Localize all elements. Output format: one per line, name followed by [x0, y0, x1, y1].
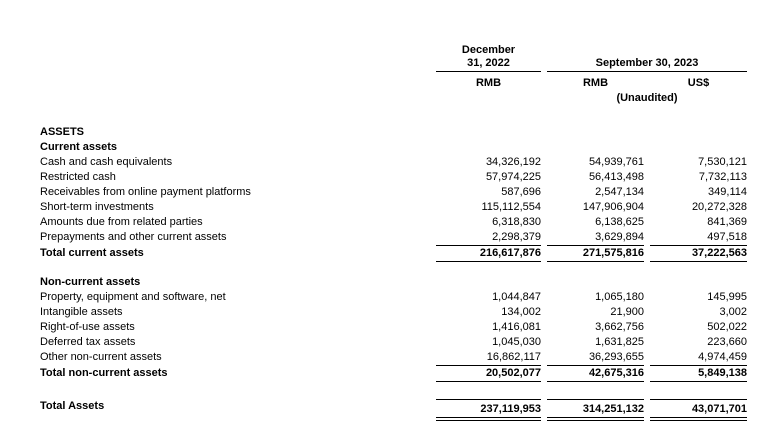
cell-dec2022-rmb: 1,045,030 [492, 336, 541, 348]
cell-sep2023-usd [650, 140, 747, 155]
row-current-assets-heading [40, 140, 750, 155]
cell-dec2022-rmb: 16,862,117 [436, 350, 541, 366]
row-right-of-use-assets [40, 320, 750, 335]
period-header-row [40, 44, 750, 72]
cell-dec2022-rmb: 2,298,379 [436, 230, 541, 246]
unit-dec2022-rmb: RMB [475, 77, 502, 89]
row-cash-and-cash-equivalents [40, 155, 750, 170]
period1-line1: December [461, 44, 516, 56]
row-short-term-investments [40, 200, 750, 215]
row-assets-heading [40, 125, 750, 140]
row-label: Other non-current assets [40, 351, 162, 363]
cell-dec2022-rmb [436, 140, 541, 155]
cell-sep2023-usd: 841,369 [707, 216, 747, 228]
cell-sep2023-usd: 7,530,121 [698, 156, 747, 168]
row-label: Cash and cash equivalents [40, 156, 173, 168]
period2-text: September 30, 2023 [595, 57, 699, 69]
row-prepayments-other-current-assets [40, 230, 750, 245]
cell-sep2023-usd: 43,071,701 [650, 399, 747, 421]
cell-sep2023-rmb [547, 125, 644, 140]
row-amounts-due-from-related-parties [40, 215, 750, 230]
cell-dec2022-rmb: 237,119,953 [436, 399, 541, 421]
row-deferred-tax-assets [40, 335, 750, 350]
cell-sep2023-usd: 4,974,459 [650, 350, 747, 366]
row-label: ASSETS [40, 126, 85, 138]
row-label: Total Assets [40, 400, 105, 412]
unaudited-note-row [40, 92, 750, 105]
row-receivables-online-payment-platforms [40, 185, 750, 200]
cell-sep2023-usd: 349,114 [708, 186, 747, 198]
cell-sep2023-rmb: 147,906,904 [582, 201, 644, 213]
cell-sep2023-usd: 145,995 [707, 291, 747, 303]
unaudited-note: (Unaudited) [616, 92, 678, 104]
cell-sep2023-usd [650, 275, 747, 290]
cell-sep2023-rmb: 42,675,316 [547, 365, 644, 382]
row-label: Amounts due from related parties [40, 216, 203, 228]
cell-dec2022-rmb: 216,617,876 [436, 245, 541, 262]
cell-dec2022-rmb: 20,502,077 [436, 365, 541, 382]
header-spacer [40, 44, 430, 72]
row-label: Total non-current assets [40, 367, 168, 379]
cell-sep2023-rmb: 3,662,756 [595, 321, 644, 333]
row-total-assets [40, 399, 750, 420]
cell-dec2022-rmb: 587,696 [501, 186, 541, 198]
cell-sep2023-rmb: 56,413,498 [588, 171, 644, 183]
cell-dec2022-rmb [436, 125, 541, 140]
row-other-non-current-assets [40, 350, 750, 365]
cell-sep2023-rmb: 271,575,816 [547, 245, 644, 262]
period1-line2: 31, 2022 [467, 57, 510, 69]
cell-sep2023-rmb: 36,293,655 [547, 350, 644, 366]
cell-sep2023-rmb: 6,138,625 [595, 216, 644, 228]
section-spacer [40, 262, 750, 275]
row-label: Property, equipment and software, net [40, 291, 226, 303]
row-label: Deferred tax assets [40, 336, 136, 348]
cell-sep2023-rmb: 1,065,180 [595, 291, 644, 303]
cell-sep2023-usd: 502,022 [707, 321, 747, 333]
row-label: Receivables from online payment platforms [40, 186, 251, 198]
cell-sep2023-rmb: 2,547,134 [595, 186, 644, 198]
cell-dec2022-rmb: 57,974,225 [485, 171, 541, 183]
row-label: Intangible assets [40, 306, 123, 318]
cell-sep2023-rmb: 54,939,761 [588, 156, 644, 168]
column-header-september-30-2023 [547, 44, 747, 72]
cell-sep2023-usd: 5,849,138 [650, 365, 747, 382]
cell-dec2022-rmb: 1,416,081 [492, 321, 541, 333]
cell-dec2022-rmb: 1,044,847 [492, 291, 541, 303]
row-label: Current assets [40, 141, 118, 153]
section-spacer [40, 382, 750, 399]
note-spacer-1 [40, 92, 430, 105]
cell-sep2023-rmb [547, 140, 644, 155]
row-label: Restricted cash [40, 171, 116, 183]
row-intangible-assets [40, 305, 750, 320]
cell-sep2023-rmb: 3,629,894 [547, 230, 644, 246]
cell-sep2023-usd: 497,518 [650, 230, 747, 246]
unit-sep2023-usd: US$ [687, 77, 710, 89]
cell-sep2023-usd: 223,660 [707, 336, 747, 348]
cell-sep2023-usd: 7,732,113 [698, 171, 747, 183]
cell-sep2023-rmb: 1,631,825 [595, 336, 644, 348]
cell-sep2023-usd: 37,222,563 [650, 245, 747, 262]
cell-dec2022-rmb: 34,326,192 [485, 156, 541, 168]
cell-sep2023-rmb [547, 275, 644, 290]
row-non-current-assets-heading [40, 275, 750, 290]
row-label: Right-of-use assets [40, 321, 135, 333]
row-total-current-assets [40, 245, 750, 262]
cell-dec2022-rmb: 6,318,830 [492, 216, 541, 228]
cell-sep2023-rmb: 314,251,132 [547, 399, 644, 421]
cell-sep2023-usd: 20,272,328 [691, 201, 747, 213]
cell-sep2023-usd: 3,002 [719, 306, 747, 318]
row-label: Non-current assets [40, 276, 141, 288]
note-spacer-2 [436, 92, 541, 105]
currency-unit-row [40, 77, 750, 90]
row-restricted-cash [40, 170, 750, 185]
row-total-non-current-assets [40, 365, 750, 382]
row-label: Short-term investments [40, 201, 154, 213]
cell-dec2022-rmb: 115,112,554 [481, 201, 541, 213]
column-header-december-31-2022 [436, 44, 541, 72]
unit-spacer [40, 77, 430, 90]
row-label: Total current assets [40, 247, 144, 259]
cell-dec2022-rmb: 134,002 [501, 306, 541, 318]
balance-sheet [40, 44, 750, 420]
unit-sep2023-rmb: RMB [582, 77, 609, 89]
header-gap [40, 105, 750, 125]
cell-dec2022-rmb [436, 275, 541, 290]
cell-sep2023-usd [650, 125, 747, 140]
cell-sep2023-rmb: 21,900 [610, 306, 644, 318]
row-label: Prepayments and other current assets [40, 231, 227, 243]
row-property-equipment-software-net [40, 290, 750, 305]
